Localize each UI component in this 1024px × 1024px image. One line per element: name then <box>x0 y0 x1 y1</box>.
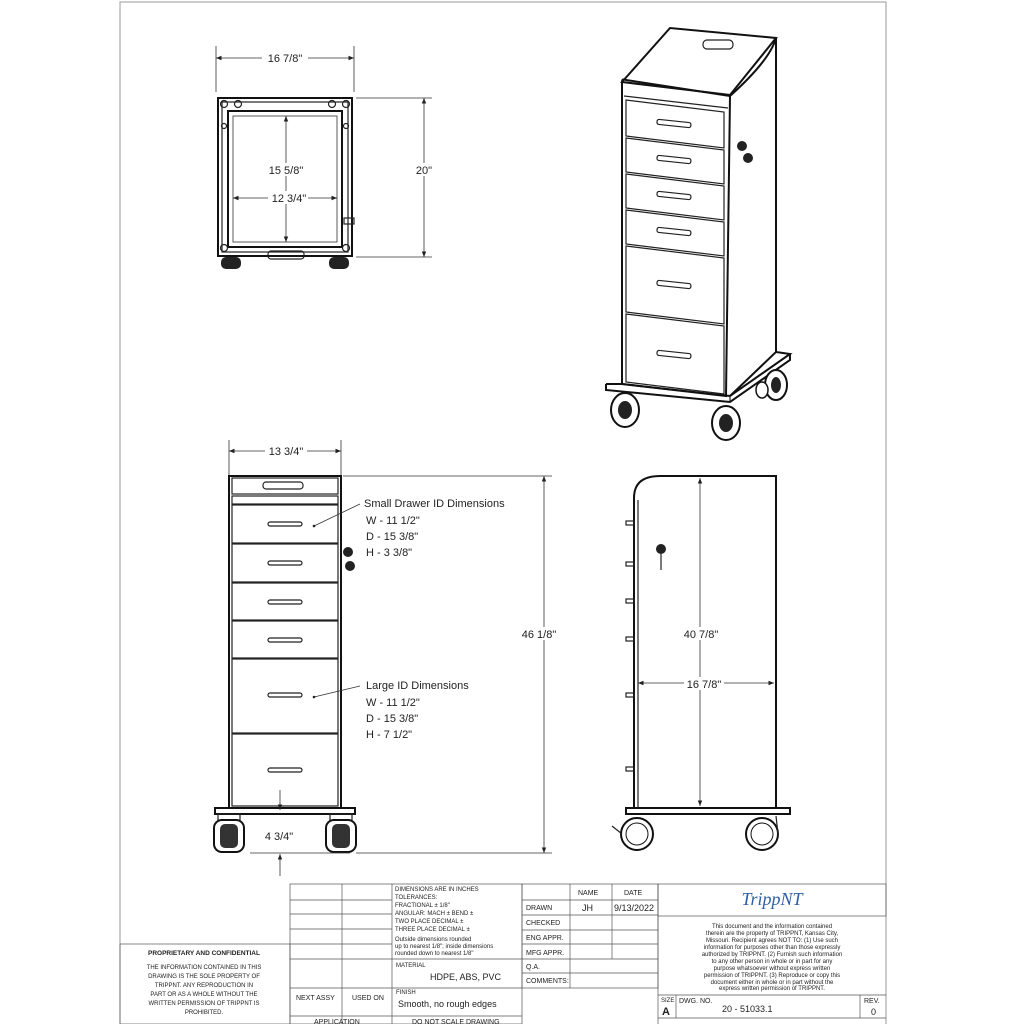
legal-line-7: purpose whatsoever without express written <box>713 966 831 972</box>
side-view <box>612 476 790 850</box>
proprietary-line-3: TRIPPNT. ANY REPRODUCTION IN <box>154 983 254 989</box>
dims-note-1: DIMENSIONS ARE IN INCHES <box>395 887 479 893</box>
rev-label: REV. <box>864 998 880 1005</box>
side-width-dim: 16 7/8" <box>686 679 722 691</box>
dims-note-9: rounded down to nearest 1/8" <box>395 951 474 957</box>
drawn-name: JH <box>582 903 593 913</box>
rev-value: 0 <box>871 1007 877 1017</box>
do-not-scale-label: DO NOT SCALE DRAWING <box>412 1019 500 1024</box>
size-value: A <box>662 1006 670 1018</box>
dims-note-5: TWO PLACE DECIMAL ± <box>395 919 464 925</box>
legal-line-3: Missouri. Recipient agrees NOT TO: (1) Use such <box>705 938 839 944</box>
legal-line-4: information for purposes other than those expressly <box>703 945 841 951</box>
large-drawer-title: Large ID Dimensions <box>366 680 469 692</box>
dims-note-6: THREE PLACE DECIMAL ± <box>395 927 470 933</box>
front-height-dim: 46 1/8" <box>521 629 557 641</box>
eng-appr-label: ENG APPR. <box>526 935 564 942</box>
top-depth-dim: 20" <box>415 165 433 177</box>
proprietary-title: PROPRIETARY AND CONFIDENTIAL <box>148 950 260 957</box>
dims-note-4: ANGULAR: MACH ± BEND ± <box>395 911 474 917</box>
drawn-label: DRAWN <box>526 905 553 912</box>
used-on-label: USED ON <box>352 995 384 1002</box>
legal-notice <box>702 924 843 992</box>
title-block <box>120 884 886 1024</box>
proprietary-line-2: DRAWING IS THE SOLE PROPERTY OF <box>148 974 260 980</box>
small-drawer-d: D - 15 3/8" <box>366 531 419 543</box>
legal-line-2: therein are the property of TRIPPNT, Kansas City, <box>705 931 839 937</box>
front-width-dim: 13 3/4" <box>268 446 304 458</box>
dwg-no-label: DWG. NO. <box>679 998 713 1005</box>
top-view <box>216 46 436 269</box>
large-drawer-d: D - 15 3/8" <box>366 713 419 725</box>
trippnt-logo: TrippNT <box>741 889 803 909</box>
large-drawer-w: W - 11 1/2" <box>366 697 420 709</box>
name-header: NAME <box>578 890 599 897</box>
comments-label: COMMENTS: <box>526 978 569 985</box>
application-label: APPLICATION <box>314 1019 360 1024</box>
qa-label: Q.A. <box>526 964 541 971</box>
top-inner-depth-dim: 15 5/8" <box>268 165 304 177</box>
finish-value: Smooth, no rough edges <box>398 999 497 1009</box>
size-label: SIZE <box>661 998 675 1004</box>
small-drawer-w: W - 11 1/2" <box>366 515 420 527</box>
legal-line-8: permission of TRIPPNT. (3) Reproduce or copy this <box>703 973 841 979</box>
material-value: HDPE, ABS, PVC <box>430 972 502 982</box>
side-height-dim: 40 7/8" <box>683 629 719 641</box>
caster-height-dim: 4 3/4" <box>264 831 294 843</box>
small-drawer-title: Small Drawer ID Dimensions <box>364 498 505 510</box>
dims-note-8: up to nearest 1/8"; inside dimensions <box>395 944 494 950</box>
dims-note-2: TOLERANCES: <box>395 895 438 901</box>
proprietary-line-4: PART OR AS A WHOLE WITHOUT THE <box>150 992 258 998</box>
legal-line-6: to any other person in whole or in part for any <box>711 959 833 965</box>
legal-line-1: This document and the information contained <box>711 924 833 930</box>
proprietary-line-5: WRITTEN PERMISSION OF TRIPPNT IS <box>148 1001 260 1007</box>
proprietary-line-1: THE INFORMATION CONTAINED IN THIS <box>146 965 262 971</box>
material-label: MATERIAL <box>396 963 426 969</box>
large-drawer-h: H - 7 1/2" <box>366 729 413 741</box>
next-assy-label: NEXT ASSY <box>296 995 335 1002</box>
date-header: DATE <box>624 890 643 897</box>
isometric-view <box>606 28 790 440</box>
top-width-dim: 16 7/8" <box>267 53 303 65</box>
finish-label: FINISH <box>396 990 416 996</box>
legal-line-10: express written permission of TRIPPNT. <box>719 986 825 992</box>
dwg-no-value: 20 - 51033.1 <box>722 1004 773 1014</box>
dims-note-7: Outside dimensions rounded <box>395 937 472 943</box>
proprietary-line-6: PROHIBITED. <box>184 1010 224 1016</box>
dims-note-3: FRACTIONAL ± 1/8" <box>395 903 450 909</box>
drawn-date: 9/13/2022 <box>614 903 655 913</box>
mfg-appr-label: MFG APPR. <box>526 950 565 957</box>
front-view <box>214 440 560 876</box>
sheet-border <box>120 2 886 1024</box>
checked-label: CHECKED <box>526 920 561 927</box>
legal-line-5: authorized by TRIPPNT. (2) Furnish such information <box>701 952 843 958</box>
small-drawer-h: H - 3 3/8" <box>366 547 413 559</box>
legal-line-9: document either in whole or in part without the <box>710 980 834 986</box>
top-inner-width-dim: 12 3/4" <box>271 193 307 205</box>
